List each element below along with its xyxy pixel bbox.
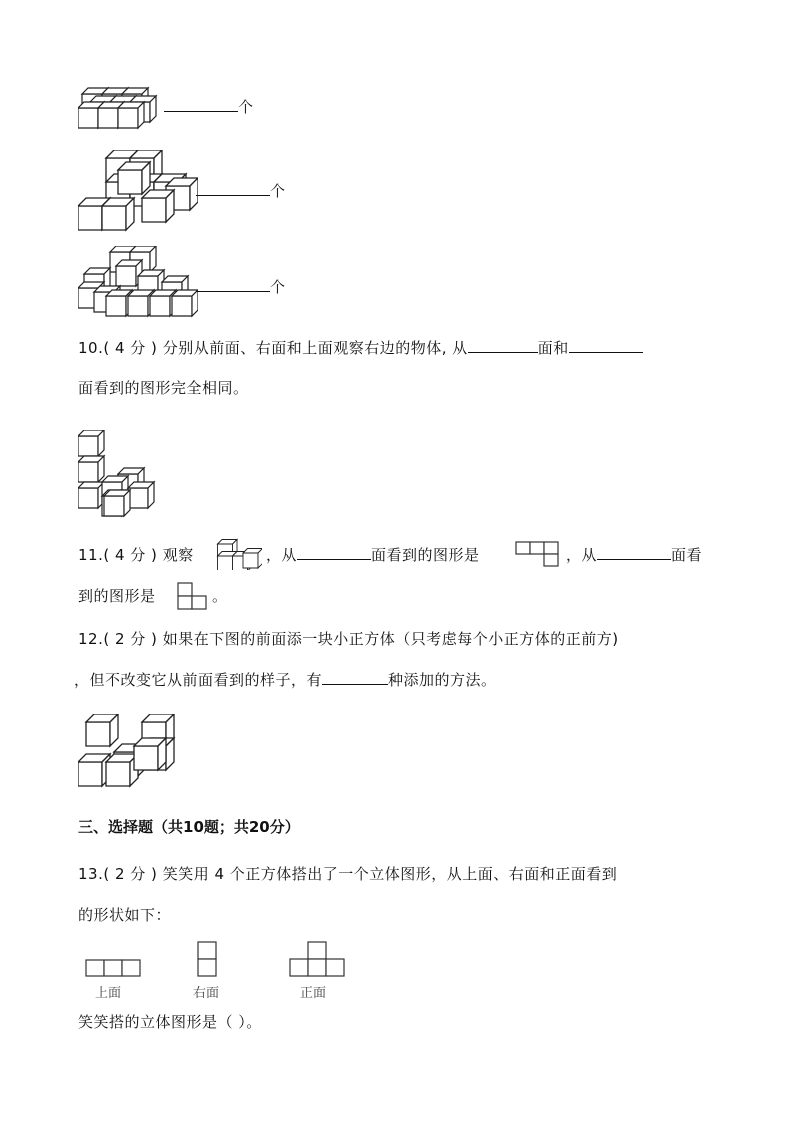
view-right-shape [196,940,220,980]
question-13-line-2 [78,905,171,925]
score-label: ( 2 分 ) [103,865,158,883]
answer-blank[interactable] [322,670,388,685]
q11-view-shape-2 [174,580,214,614]
view-front-shape [288,940,346,980]
unit-label: 个 [238,98,254,116]
question-text: 的形状如下： [78,906,172,924]
question-text: 种添加的方法。 [388,671,497,689]
q10-cube-figure [78,430,170,522]
question-number: 11. [78,546,104,564]
q11-cube-model [216,538,262,570]
q11-view-shape-1 [514,540,562,570]
question-13-prompt: 笑笑搭的立体图形是（ ）。 [78,1013,262,1031]
cube-figure-1 [78,86,168,132]
question-text: ，从 [266,546,298,564]
question-text: 如果在下图的前面添一块小正方体（只考虑每个小正方体的正前方) [162,630,619,648]
view-top-caption: 上面 [95,986,122,1001]
question-number: 13. [78,865,104,883]
question-10-line-1 [78,338,643,358]
question-text: 笑笑用 4 个正方体搭出了一个立体图形，从上面、右面和正面看到 [162,865,618,883]
answer-blank[interactable] [569,338,643,353]
score-label: ( 4 分 ) [103,339,158,357]
q12-cube-figure [78,714,186,794]
question-text: 分别从前面、右面和上面观察右边的物体, 从 [162,339,468,357]
view-top-shape [84,956,142,980]
answer-blank[interactable] [164,97,238,112]
question-11-line-1b [266,545,480,565]
answer-blank[interactable] [196,277,270,292]
unit-label: 个 [270,182,286,200]
question-text: ，但不改变它从前面看到的样子，有 [74,671,323,689]
cube-figure-3 [78,246,198,324]
question-11-end [212,586,228,606]
answer-blank[interactable] [297,545,371,560]
question-text: 面和 [537,339,569,357]
score-label: ( 2 分 ) [103,630,158,648]
question-text: ，从 [566,546,598,564]
view-front-caption: 正面 [300,986,327,1001]
question-text: 观察 [162,546,194,564]
count-answer-1 [164,97,254,117]
score-label: ( 4 分 ) [103,546,158,564]
question-12-line-1 [78,629,619,649]
view-right-caption: 右面 [193,986,220,1001]
question-13-line-1 [78,864,617,884]
question-text: 。 [212,587,228,605]
count-answer-3 [196,277,286,297]
answer-blank[interactable] [468,338,538,353]
cube-figure-2 [78,150,198,232]
question-11-line-1c [566,545,702,565]
count-answer-2 [196,181,286,201]
answer-blank[interactable] [196,181,270,196]
question-10-line-2 [78,378,249,398]
question-12-line-2 [74,670,497,690]
question-number: 10. [78,339,104,357]
question-11-line-2 [78,586,156,606]
question-text: 面看到的图形完全相同。 [78,379,249,397]
answer-blank[interactable] [597,545,671,560]
question-text: 面看到的图形是 [371,546,480,564]
question-text: 到的图形是 [78,587,156,605]
question-text: 面看 [671,546,703,564]
question-11-line-1 [78,545,194,565]
section-title: 三、选择题（共10题；共20分） [78,818,300,836]
unit-label: 个 [270,278,286,296]
question-number: 12. [78,630,104,648]
